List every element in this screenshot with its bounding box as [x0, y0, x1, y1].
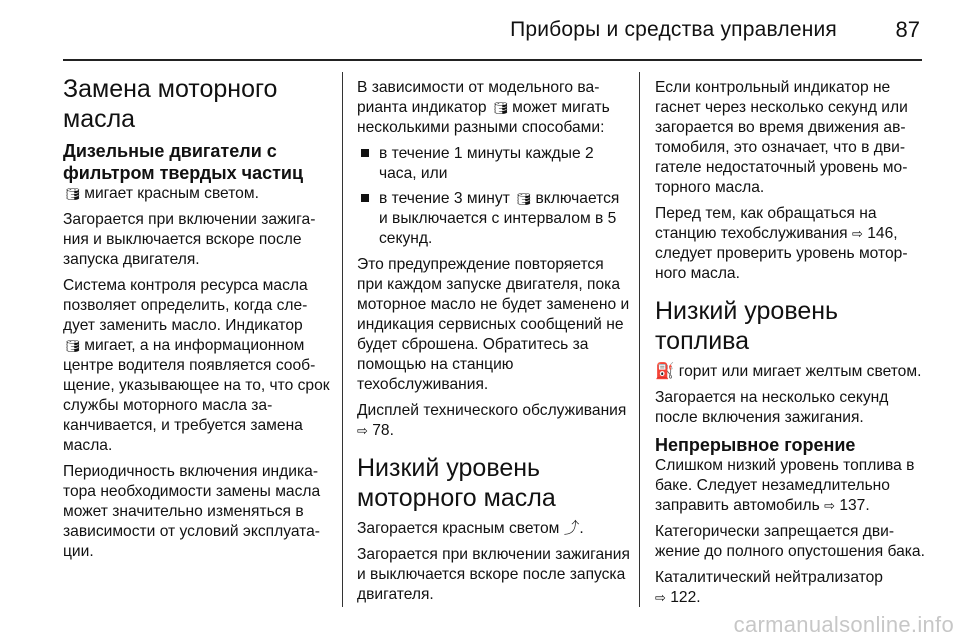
paragraph: Каталитический нейтрализатор ⇨ 122.	[655, 569, 883, 606]
paragraph: ⛽ горит или мигает желтым светом.	[655, 363, 922, 380]
reference-arrow-icon: ⇨	[824, 498, 835, 513]
subheading-continuous: Непрерывное горение	[655, 435, 856, 455]
paragraph: Загорается при включении зажигания и выключается вскоре после запуска двигателя.	[63, 211, 316, 268]
paragraph: Если контрольный индикатор не гаснет через несколько секунд или загорается во время движения автомобиля, это означает, что в двигателе недостаточный уровень моторного масла.	[655, 79, 908, 196]
column-divider-2	[639, 72, 640, 607]
section-heading-low-fuel: Низкий уровень топлива	[655, 297, 839, 355]
list-item: в течение 3 минут 🛢включается и выключается с интервалом в 5 секунд.	[357, 189, 632, 249]
paragraph: В зависимости от модельного варианта индикатор 🛢может мигать несколькими разными способами:	[357, 79, 610, 136]
bullet-list	[357, 144, 632, 249]
oil-can-icon: 🛢	[489, 101, 512, 115]
column-2	[357, 78, 632, 611]
section-heading-oil-change: Замена моторного масла	[63, 75, 278, 133]
paragraph: Периодичность включения индикатора необходимости замены масла может значительно изменяться в зависимости от условий эксплуатации.	[63, 463, 321, 560]
paragraph: 🛢мигает красным светом.	[61, 185, 259, 202]
paragraph: Загорается на несколько секунд после включения зажигания.	[655, 389, 889, 426]
column-1	[63, 74, 333, 568]
paragraph: Перед тем, как обращаться на станцию техобслуживания ⇨ 146, следует проверить уровень моторного масла.	[655, 205, 908, 282]
paragraph: Слишком низкий уровень топлива в баке. Следует незамедлительно заправить автомобиль ⇨ 137.	[655, 457, 915, 514]
watermark: carmanualsonline.info	[733, 612, 954, 637]
paragraph: Загорается при включении зажигания и выключается вскоре после запуска двигателя.	[357, 546, 630, 603]
oil-can-icon: 🛢	[61, 187, 85, 201]
paragraph: Дисплей технического обслуживания ⇨ 78.	[357, 402, 627, 439]
column-3	[655, 78, 927, 614]
header-title: Приборы и средства управления	[510, 18, 837, 41]
oil-can-icon: 🛢	[512, 192, 536, 206]
column-divider-1	[342, 72, 343, 607]
list-item: в течение 1 минуты каждые 2 часа, или	[357, 144, 632, 184]
paragraph: Категорически запрещается движение до полного опустошения бака.	[655, 523, 925, 560]
header-rule	[63, 59, 922, 61]
section-heading-low-oil: Низкий уровень моторного масла	[357, 454, 556, 512]
fuel-icon: ⛽	[655, 363, 675, 380]
bullet-marker	[361, 194, 369, 202]
reference-arrow-icon: ⇨	[655, 590, 666, 605]
subheading-diesel: Дизельные двигатели с фильтром твердых частиц	[63, 141, 304, 183]
oil-can-icon: 🛢	[61, 339, 85, 353]
paragraph: Система контроля ресурса масла позволяет определить, когда следует заменить масло. Индикатор 🛢мигает, а на информационном центре водителя появляется сообщение, указывающее на то, что срок службы моторного масла заканчивается, и требуется замена масла.	[61, 277, 330, 454]
paragraph: Это предупреждение повторяется при каждом запуске двигателя, пока моторное масло не будет заменено и индикация сервисных сообщений не будет сброшена. Обратитесь за помощью на станцию техобслуживания.	[357, 256, 630, 393]
bullet-marker	[361, 149, 369, 157]
paragraph: Загорается красным светом ⤴.	[357, 520, 584, 537]
reference-arrow-icon: ⇨	[851, 226, 863, 241]
oil-level-icon: ⤴	[563, 520, 580, 537]
page-number: 87	[895, 17, 920, 42]
reference-arrow-icon: ⇨	[357, 423, 368, 438]
